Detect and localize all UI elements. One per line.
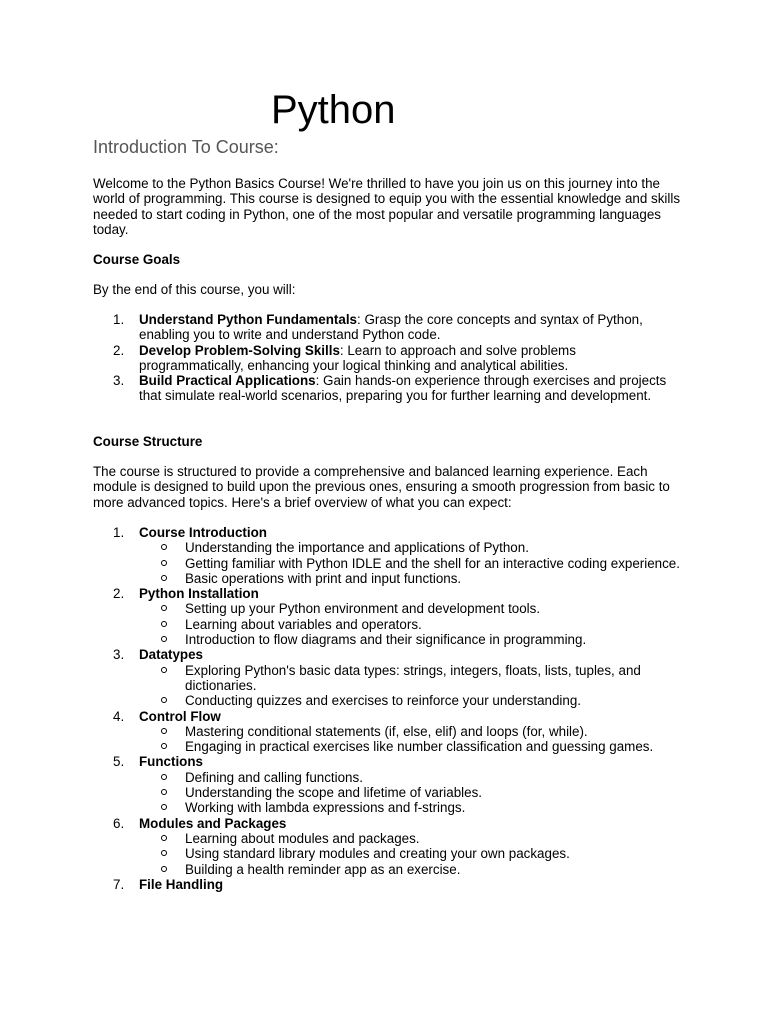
module-points — [139, 663, 683, 709]
list-item: Setting up your Python environment and development tools. — [139, 601, 683, 616]
circle-bullet-icon — [161, 544, 167, 550]
goal-text: : Gain hands-on experience through exercises and projects that simulate real-world scenarios, preparing you for further learning and development. — [139, 373, 667, 404]
module-points — [139, 770, 683, 816]
list-item: Getting familiar with Python IDLE and the shell for an interactive coding experience. — [139, 556, 683, 571]
goal-title: Understand Python Fundamentals — [139, 312, 357, 327]
list-item-number: 7. — [113, 876, 125, 892]
module-title: Datatypes — [139, 647, 204, 663]
module-title: Control Flow — [139, 708, 221, 724]
list-item-number: 1. — [113, 525, 125, 540]
goal-title: Build Practical Applications — [139, 373, 316, 389]
list-item: Learning about modules and packages. — [139, 831, 683, 846]
list-item: Engaging in practical exercises like number classification and guessing games. — [139, 739, 683, 754]
goals-heading: Course Goals — [93, 252, 181, 267]
list-item-number: 3. — [113, 647, 125, 663]
circle-bullet-icon — [161, 621, 167, 627]
list-item — [93, 816, 683, 877]
module-title: File Handling — [139, 876, 224, 892]
goal-title: Develop Problem-Solving Skills — [139, 342, 340, 358]
list-item — [93, 373, 683, 404]
circle-bullet-icon — [161, 605, 167, 611]
list-item — [93, 312, 683, 343]
goals-lead: By the end of this course, you will: — [93, 282, 296, 297]
list-item: Exploring Python's basic data types: strings, integers, floats, lists, tuples, and dictionaries. — [139, 663, 683, 694]
list-item: Learning about variables and operators. — [139, 617, 683, 632]
list-item — [93, 525, 683, 586]
list-item-number: 2. — [113, 586, 125, 602]
list-item-number: 3. — [113, 373, 125, 389]
list-item-number: 5. — [113, 754, 125, 770]
list-item: Mastering conditional statements (if, else, elif) and loops (for, while). — [139, 724, 683, 739]
circle-bullet-icon — [161, 636, 167, 642]
list-item: Using standard library modules and creating your own packages. — [139, 846, 683, 861]
module-points — [139, 601, 683, 647]
goals-list — [93, 312, 683, 404]
list-item — [93, 877, 683, 892]
module-points — [139, 831, 683, 877]
list-item: Conducting quizzes and exercises to reinforce your understanding. — [139, 693, 683, 708]
list-item-number: 4. — [113, 708, 125, 724]
circle-bullet-icon — [161, 728, 167, 734]
document-subtitle: Introduction To Course: — [93, 137, 279, 157]
circle-bullet-icon — [161, 743, 167, 749]
circle-bullet-icon — [161, 804, 167, 810]
circle-bullet-icon — [161, 575, 167, 581]
list-item — [93, 647, 683, 708]
module-title: Course Introduction — [139, 525, 267, 540]
document-title: Python — [271, 88, 396, 132]
list-item: Understanding the scope and lifetime of variables. — [139, 785, 683, 800]
circle-bullet-icon — [161, 866, 167, 872]
module-points — [139, 540, 683, 586]
intro-paragraph: Welcome to the Python Basics Course! We're thrilled to have you join us on this journey into the world of programming. This course is designed to equip you with the essential knowledge and skills needed to start coding in Python, one of the most popular and versatile programming languages today. — [93, 176, 681, 237]
list-item: Introduction to flow diagrams and their significance in programming. — [139, 632, 683, 647]
structure-heading: Course Structure — [93, 434, 203, 449]
list-item — [93, 343, 683, 374]
module-title: Functions — [139, 754, 203, 770]
goal-text: : Learn to approach and solve problems programmatically, enhancing your logical thinking and analytical abilities. — [139, 342, 576, 373]
circle-bullet-icon — [161, 850, 167, 856]
goal-text: : Grasp the core concepts and syntax of Python, enabling you to write and understand Python code. — [139, 312, 643, 343]
list-item — [93, 709, 683, 755]
circle-bullet-icon — [161, 835, 167, 841]
list-item: Working with lambda expressions and f-strings. — [139, 800, 683, 815]
module-title: Modules and Packages — [139, 815, 287, 831]
list-item: Building a health reminder app as an exercise. — [139, 862, 683, 877]
circle-bullet-icon — [161, 560, 167, 566]
list-item — [93, 754, 683, 815]
circle-bullet-icon — [161, 667, 167, 673]
circle-bullet-icon — [161, 774, 167, 780]
module-title: Python Installation — [139, 586, 259, 602]
module-points — [139, 724, 683, 755]
circle-bullet-icon — [161, 789, 167, 795]
list-item: Understanding the importance and applications of Python. — [139, 540, 683, 555]
circle-bullet-icon — [161, 697, 167, 703]
list-item-number: 1. — [113, 312, 125, 327]
list-item-number: 2. — [113, 342, 125, 358]
list-item: Basic operations with print and input functions. — [139, 571, 683, 586]
modules-list — [93, 525, 683, 892]
list-item: Defining and calling functions. — [139, 770, 683, 785]
list-item-number: 6. — [113, 815, 125, 831]
structure-lead: The course is structured to provide a comprehensive and balanced learning experience. Each module is designed to build upon the previous ones, ensuring a smooth progression from basic to more advanced topics. Here's a brief overview of what you can expect: — [93, 464, 670, 510]
list-item — [93, 586, 683, 647]
